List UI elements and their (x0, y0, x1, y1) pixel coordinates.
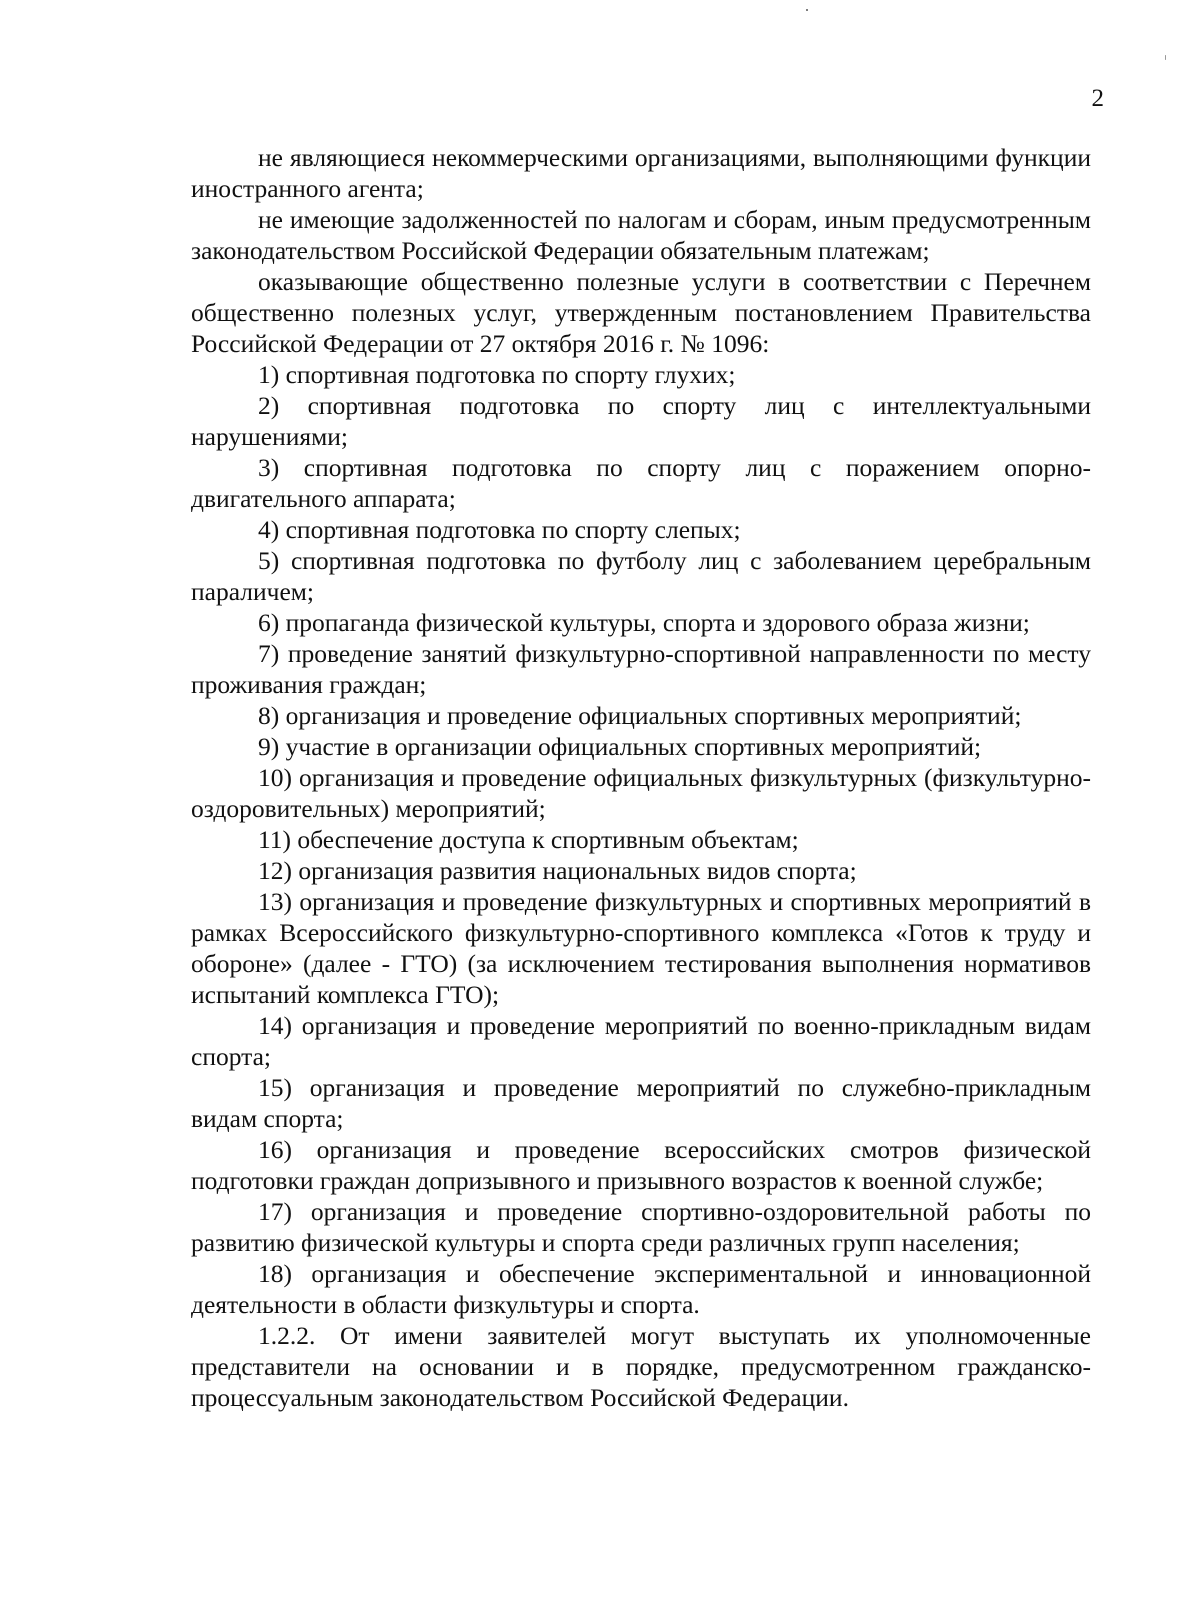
list-item: 12) организация развития национальных видов спорта; (258, 856, 857, 885)
list-item: 10) организация и проведение официальных физкультурных (физкультурно-оздоровительных) мероприятий; (191, 763, 1091, 823)
list-item: 1) спортивная подготовка по спорту глухих; (258, 360, 736, 389)
list-item: 15) организация и проведение мероприятий по служебно-прикладным видам спорта; (191, 1073, 1091, 1133)
list-item: 13) организация и проведение физкультурных и спортивных мероприятий в рамках Всероссийского физкультурно-спортивного комплекса «Готов к труду и обороне» (далее - ГТО) (за исключением тестирования выполнения нормативов испытаний комплекса ГТО); (191, 887, 1091, 1009)
list-item: 7) проведение занятий физкультурно-спортивной направленности по месту проживания граждан; (191, 639, 1091, 699)
list-item: 16) организация и проведение всероссийских смотров физической подготовки граждан допризывного и призывного возрастов к военной службе; (191, 1135, 1091, 1195)
paragraph-representatives: 1.2.2. От имени заявителей могут выступать их уполномоченные представители на основании и в порядке, предусмотренном гражданско-процессуальным законодательством Российской Федерации. (191, 1321, 1091, 1412)
document-body (191, 142, 1091, 1413)
list-item: 5) спортивная подготовка по футболу лиц с заболеванием церебральным параличем; (191, 546, 1091, 606)
list-item: 17) организация и проведение спортивно-оздоровительной работы по развитию физической культуры и спорта среди различных групп населения; (191, 1197, 1091, 1257)
list-item: 4) спортивная подготовка по спорту слепых; (258, 515, 741, 544)
list-item: 8) организация и проведение официальных спортивных мероприятий; (258, 701, 1022, 730)
list-item: 18) организация и обеспечение экспериментальной и инновационной деятельности в области физкультуры и спорта. (191, 1259, 1091, 1319)
list-item: 14) организация и проведение мероприятий по военно-прикладным видам спорта; (191, 1011, 1091, 1071)
scan-speck (806, 9, 808, 11)
paragraph-public-services: оказывающие общественно полезные услуги в соответствии с Перечнем общественно полезных услуг, утвержденным постановлением Правительства Российской Федерации от 27 октября 2016 г. № 1096: (191, 267, 1091, 358)
list-item: 2) спортивная подготовка по спорту лиц с интеллектуальными нарушениями; (191, 391, 1091, 451)
list-item: 9) участие в организации официальных спортивных мероприятий; (258, 732, 982, 761)
scan-speck (1165, 55, 1166, 60)
paragraph-no-debts: не имеющие задолженностей по налогам и сборам, иным предусмотренным законодательством Российской Федерации обязательным платежам; (191, 205, 1091, 265)
paragraph-not-foreign-agent: не являющиеся некоммерческими организациями, выполняющими функции иностранного агента; (191, 143, 1091, 203)
page-number: 2 (1091, 85, 1104, 112)
list-item: 6) пропаганда физической культуры, спорта и здорового образа жизни; (258, 608, 1030, 637)
list-item: 11) обеспечение доступа к спортивным объектам; (258, 825, 799, 854)
list-item: 3) спортивная подготовка по спорту лиц с поражением опорно-двигательного аппарата; (191, 453, 1091, 513)
